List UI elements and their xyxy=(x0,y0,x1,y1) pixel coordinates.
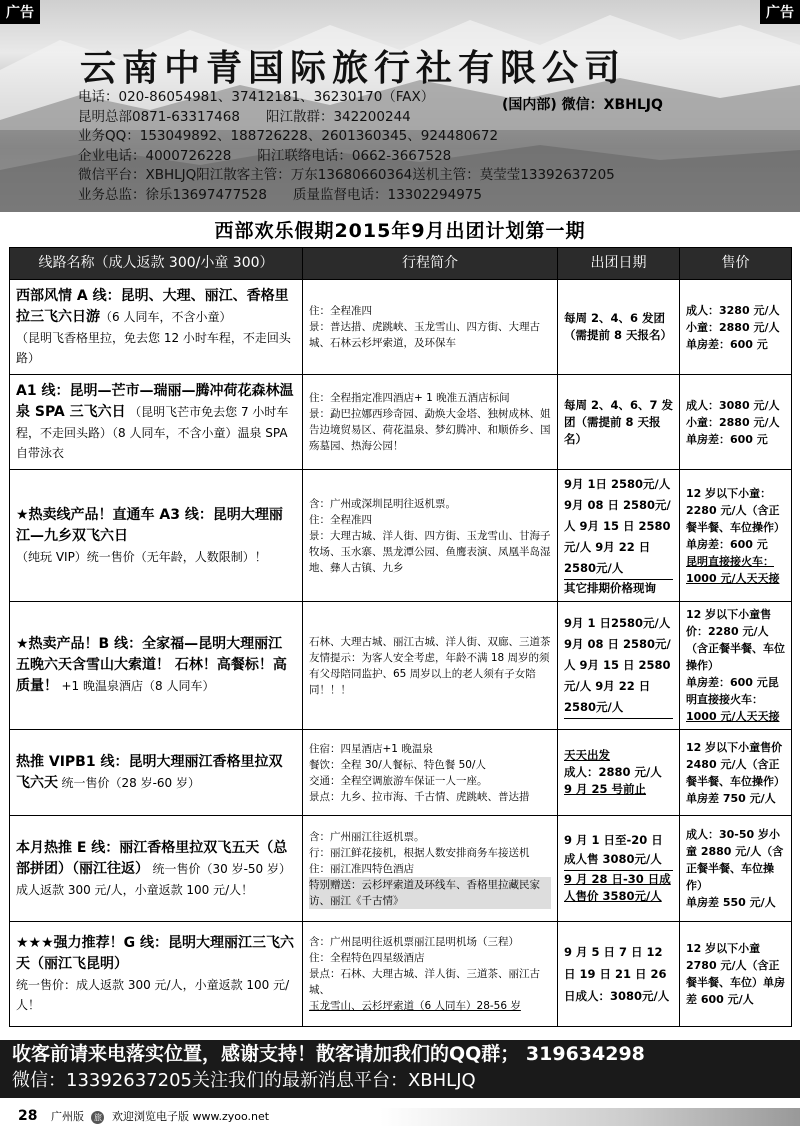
itinerary-cell xyxy=(303,816,558,922)
table-header-row xyxy=(10,248,792,280)
footer-line-2: 微信：13392637205关注我们的最新消息平台：XBHLJQ xyxy=(12,1070,476,1091)
contact-line: 业务总监：徐乐13697477528 质量监督电话：13302294975 xyxy=(78,186,482,203)
route-note: 统一售价（28 岁-60 岁） xyxy=(61,775,200,790)
price-line: 小童：2880 元/人 xyxy=(686,415,780,429)
route-cell xyxy=(10,280,303,375)
itinerary-line: 景点：石林、大理古城、洋人街、三道茶、丽江古城、 xyxy=(309,968,540,996)
price-line: 单房差 550 元/人 xyxy=(686,896,776,909)
price-line: 1000 元/人天天接 xyxy=(686,710,780,723)
contact-line: 昆明总部0871-63317468 阳江散群：342200244 xyxy=(78,108,411,125)
itinerary-cell xyxy=(303,280,558,375)
itinerary-line: 含：广州丽江往返机票。 xyxy=(309,830,425,843)
price-line: 单房差：600 元 xyxy=(686,537,768,551)
route-cell xyxy=(10,470,303,602)
route-note: （昆明飞芒市免去您 7 小时车程，不走回头路）（8 人同车，不含小童）温泉 SPA 自带泳衣 xyxy=(16,405,289,460)
logo-icon: 旅 xyxy=(91,1111,104,1124)
price-line: 成人：3280 元/人 xyxy=(686,303,780,317)
date-line: 成人售 3080元/人 xyxy=(564,849,673,871)
price-line: 12 岁以下小童售价：2280 元/人（含正餐半餐、车位操作） xyxy=(686,608,785,672)
contact-line: 电话：020-86054981、37412181、36230170（FAX） xyxy=(78,89,435,105)
date-line: 9月 1日 2580元/人 9月 08 日 2580元/人 9月 15 日 2580元/人 9月 22 日 2580元/人 xyxy=(564,474,673,580)
price-line: 成人：3080 元/人 xyxy=(686,398,780,412)
route-note: （纯玩 VIP）统一售价（无年龄，人数限制）！ xyxy=(16,549,267,564)
route-cell xyxy=(10,375,303,470)
price-line: 小童：2880 元/人 xyxy=(686,320,780,334)
itinerary-cell xyxy=(303,922,558,1027)
dates-cell xyxy=(558,280,680,375)
route-title: 西部风情 A 线：昆明、大理、丽江、香格里拉三飞六日游 xyxy=(16,288,289,325)
route-title: A1 线：昆明—芒市—瑞丽—腾冲荷花森林温泉 SPA 三飞六日 xyxy=(16,383,294,420)
itinerary-cell xyxy=(303,730,558,816)
contact-line: 微信平台：XBHLJQ阳江散客主管：万东13680660364送机主管：莫莹莹13392637205 xyxy=(78,167,615,183)
column-header-itinerary: 行程简介 xyxy=(303,248,558,280)
dates-cell xyxy=(558,730,680,816)
itinerary-line: 住：丽江准四特色酒店 xyxy=(309,862,414,875)
table-row xyxy=(10,280,792,375)
route-cell xyxy=(10,602,303,730)
site-slogan: 欢迎浏览电子版 www.zyoo.net xyxy=(111,1110,270,1123)
company-wechat: (国内部) 微信：XBHLJQ xyxy=(502,97,663,113)
price-cell xyxy=(680,375,792,470)
column-header-route: 线路名称（成人返款 300/小童 300） xyxy=(10,248,303,280)
page-footer xyxy=(0,1104,800,1129)
price-line: 成人：30-50 岁小童 2880 元/人（含正餐半餐、车位操作） xyxy=(686,828,784,892)
price-line: 单房差 750 元/人 xyxy=(686,791,776,805)
itinerary-line: 住：全程指定准四酒店+ 1 晚准五酒店标间 xyxy=(309,392,510,404)
route-title: ★热卖线产品！直通车 A3 线：昆明大理丽江—九乡双飞六日 xyxy=(16,506,283,544)
price-line: 12 岁以下小童：2280 元/人（含正餐半餐、车位操作） xyxy=(686,486,785,534)
date-line: 9 月 1 日至-20 日 xyxy=(564,833,663,847)
price-cell xyxy=(680,470,792,602)
itinerary-cell xyxy=(303,375,558,470)
route-note: 统一售价（30 岁-50 岁）成人返款 300 元/人，小童返款 100 元/人！ xyxy=(16,861,291,897)
table-row xyxy=(10,470,792,602)
date-note: 其它排期价格现询 xyxy=(564,581,656,595)
route-title: 热推 VIPB1 线：昆明大理丽江香格里拉双飞六天 xyxy=(16,753,283,791)
dates-cell xyxy=(558,816,680,922)
ad-tag-left: 广告 xyxy=(0,0,40,24)
itinerary-line: 景：大理古城、洋人街、四方街、玉龙雪山、甘海子牧场、玉水寨、黑龙潭公园、鱼鹰表演、凤凰半岛湿地、彝人古镇、九乡 xyxy=(309,529,551,574)
column-header-price: 售价 xyxy=(680,248,792,280)
route-title: 本月热推 E 线：丽江香格里拉双飞五天（总部拼团）（丽江往返） xyxy=(16,839,288,877)
edition-label: 广州版 xyxy=(50,1110,84,1123)
date-line: 9 月 25 号前止 xyxy=(564,782,647,796)
footer-banner xyxy=(0,1040,800,1098)
company-contact-info xyxy=(78,88,615,205)
date-line: 9月 1 日2580元/人 9月 08 日 2580元/人 9月 15 日 2580元/人 9月 22 日 2580元/人 xyxy=(564,613,673,719)
date-line: 每周 2、4、6、7 发团（需提前 8 天报名） xyxy=(564,397,674,446)
itinerary-line: 景：普达措、虎跳峡、玉龙雪山、四方街、大理古城、石林云杉坪索道，及环保车 xyxy=(309,321,540,349)
company-banner xyxy=(0,0,800,212)
table-row xyxy=(10,602,792,730)
column-header-dates: 出团日期 xyxy=(558,248,680,280)
itinerary-line: 景：勐巴拉娜西珍奇园、勐焕大金塔、独树成林、姐告边境贸易区、荷花温泉、梦幻腾冲、和顺侨乡、国殇墓园、热海公园！ xyxy=(309,408,551,452)
page-number: 28 xyxy=(18,1108,38,1124)
itinerary-cell xyxy=(303,470,558,602)
price-cell xyxy=(680,730,792,816)
itinerary-line: 玉龙雪山、云杉坪索道（6 人同车）28-56 岁 xyxy=(309,1000,521,1012)
ad-tag-right: 广告 xyxy=(760,0,800,24)
table-row xyxy=(10,375,792,470)
itinerary-line: 含：广州或深圳昆明往返机票。 xyxy=(309,497,456,510)
route-title: ★热卖产品！B 线：全家福—昆明大理丽江五晚六天含雪山大索道！ 石林！高餐标！高质量！ xyxy=(16,636,287,694)
route-note: +1 晚温泉酒店（8 人同车） xyxy=(61,679,215,693)
dates-cell xyxy=(558,470,680,602)
itinerary-cell xyxy=(303,602,558,730)
dates-cell xyxy=(558,375,680,470)
itinerary-line: 餐饮：全程 30/人餐标、特色餐 50/人 xyxy=(309,758,486,771)
contact-line: 企业电话：4000726228 阳江联络电话：0662-3667528 xyxy=(78,147,452,164)
price-cell xyxy=(680,280,792,375)
tour-plan-table xyxy=(9,247,792,1027)
price-cell xyxy=(680,922,792,1027)
price-cell xyxy=(680,602,792,730)
date-line: 每周 2、4、6 发团（需提前 8 天报名） xyxy=(564,311,673,342)
page-title: 西部欢乐假期2015年9月出团计划第一期 xyxy=(214,220,586,242)
route-title: ★★★强力推荐！G 线：昆明大理丽江三飞六天（丽江飞昆明） xyxy=(16,935,295,972)
table-row xyxy=(10,922,792,1027)
itinerary-line: 景点：九乡、拉市海、千古情、虎跳峡、普达措 xyxy=(309,790,530,803)
date-line: 9 月 5 日 7 日 12 日 19 日 21 日 26 日成人：3080元/人 xyxy=(564,945,670,1003)
price-line: 12 岁以下小童售价 2480 元/人（含正餐半餐、车位操作） xyxy=(686,740,785,788)
price-cell xyxy=(680,816,792,922)
itinerary-line: 住：全程准四 xyxy=(309,305,372,317)
dates-cell xyxy=(558,602,680,730)
contact-line: 业务QQ：153049892、188726228、2601360345、924480672 xyxy=(78,128,499,144)
itinerary-line: 交通：全程空调旅游车保证一人一座。 xyxy=(309,774,488,787)
table-row xyxy=(10,730,792,816)
route-extra: （昆明飞香格里拉，免去您 12 小时车程，不走回头路） xyxy=(16,331,291,365)
itinerary-line: 行：丽江鲜花接机，根据人数安排商务车接送机 xyxy=(309,846,530,859)
itinerary-line: 石林、大理古城、丽江古城、洋人街、双廊、三道茶友情提示：为客人安全考虑，年龄不满 18 周岁的须有父母陪同监护、65 周岁以上的老人须有子女陪同！！！ xyxy=(309,635,551,696)
table-row xyxy=(10,816,792,922)
itinerary-line: 特别赠送：云杉坪索道及环线车、香格里拉藏民家访、丽江《千古情》 xyxy=(309,877,551,909)
company-name: 云南中青国际旅行社有限公司 xyxy=(80,48,627,89)
dates-cell xyxy=(558,922,680,1027)
route-cell xyxy=(10,730,303,816)
itinerary-line: 住：全程准四 xyxy=(309,513,372,526)
itinerary-line: 住：全程特色四星级酒店 xyxy=(309,952,425,964)
itinerary-line: 住宿：四星酒店+1 晚温泉 xyxy=(309,742,433,755)
route-note: （6 人同车，不含小童） xyxy=(100,310,232,324)
price-line: 单房差：600 元 xyxy=(686,337,768,351)
price-line: 单房差：600 元昆明直接接火车： xyxy=(686,676,779,706)
route-note: 统一售价：成人返款 300 元/人，小童返款 100 元/人！ xyxy=(16,978,290,1012)
price-line: 12 岁以下小童 2780 元/人（含正餐半餐、车位）单房差 600 元/人 xyxy=(686,942,785,1006)
route-cell xyxy=(10,816,303,922)
itinerary-line: 含：广州昆明往返机票丽江昆明机场（三程） xyxy=(309,936,519,948)
price-line: 单房差：600 元 xyxy=(686,432,768,446)
price-line: 昆明直接接火车：1000 元/人天天接 xyxy=(686,554,780,585)
date-line: 9 月 28 日-30 日成人售价 3580元/人 xyxy=(564,872,671,903)
footer-line-1: 收客前请来电落实位置，感谢支持！散客请加我们的QQ群； 319634298 xyxy=(12,1043,645,1065)
date-line: 成人：2880 元/人 xyxy=(564,765,662,779)
date-line: 天天出发 xyxy=(564,748,610,762)
route-cell xyxy=(10,922,303,1027)
